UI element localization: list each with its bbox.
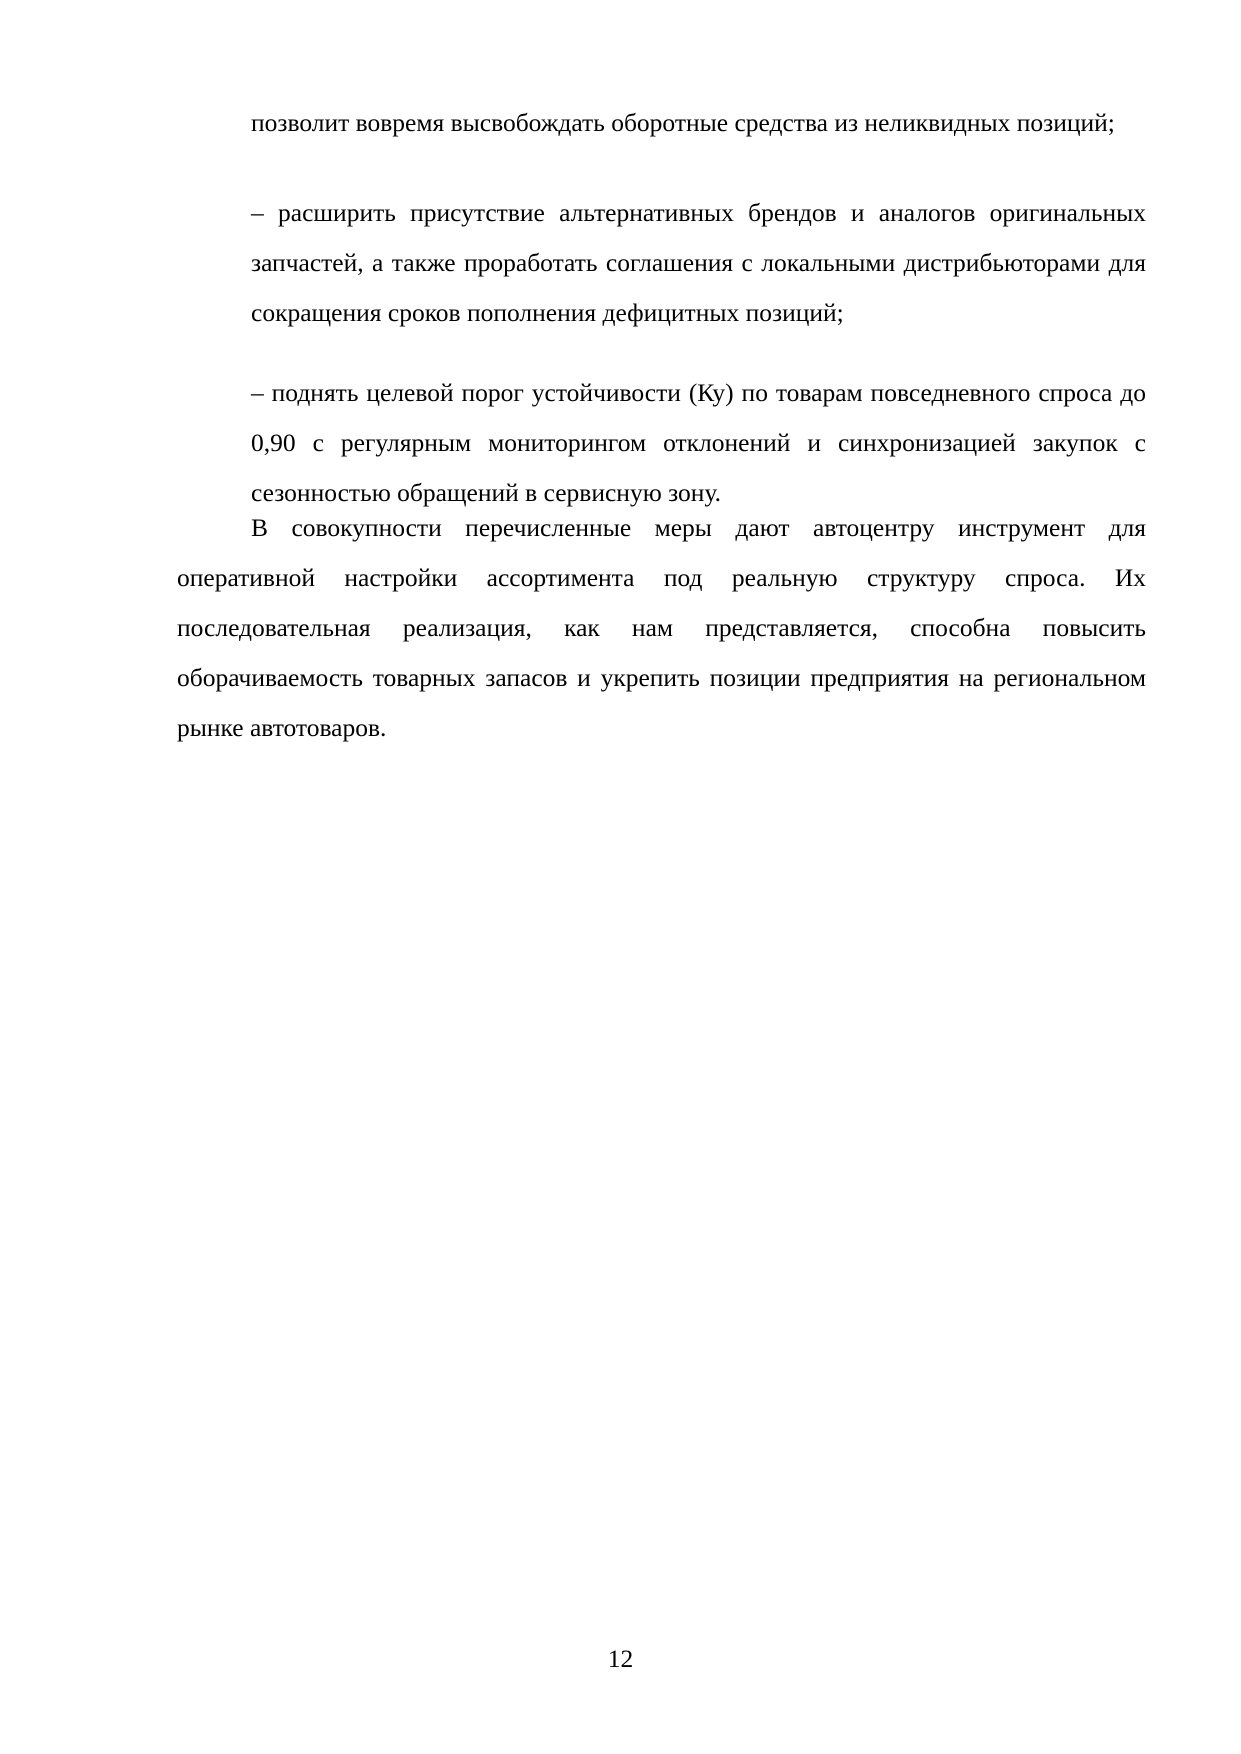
list-item-stability-threshold: – поднять целевой порог устойчивости (Ку) по товарам повседневного спроса до 0,90 с регулярным мониторингом отклонений и синхронизацией закупок с сезонностью обращений в сервисную зону.: [251, 378, 1146, 507]
list-item-alternative-brands: – расширить присутствие альтернативных брендов и аналогов оригинальных запчастей, а также проработать соглашения с локальными дистрибьюторами для сокращения сроков пополнения дефицитных позиций;: [251, 198, 1146, 327]
conclusion-paragraph: В совокупности перечисленные меры дают автоцентру инструмент для оперативной настройки ассортимента под реальную структуру спроса. Их последовательная реализация, как нам представляется, способна повысить оборачиваемость товарных запасов и укрепить позиции предприятия на региональном рынке автотоваров.: [177, 513, 1146, 742]
page-number: 12: [607, 1644, 634, 1673]
list-continuation-text: позволит вовремя высвобождать оборотные средства из неликвидных позиций;: [251, 108, 1115, 137]
